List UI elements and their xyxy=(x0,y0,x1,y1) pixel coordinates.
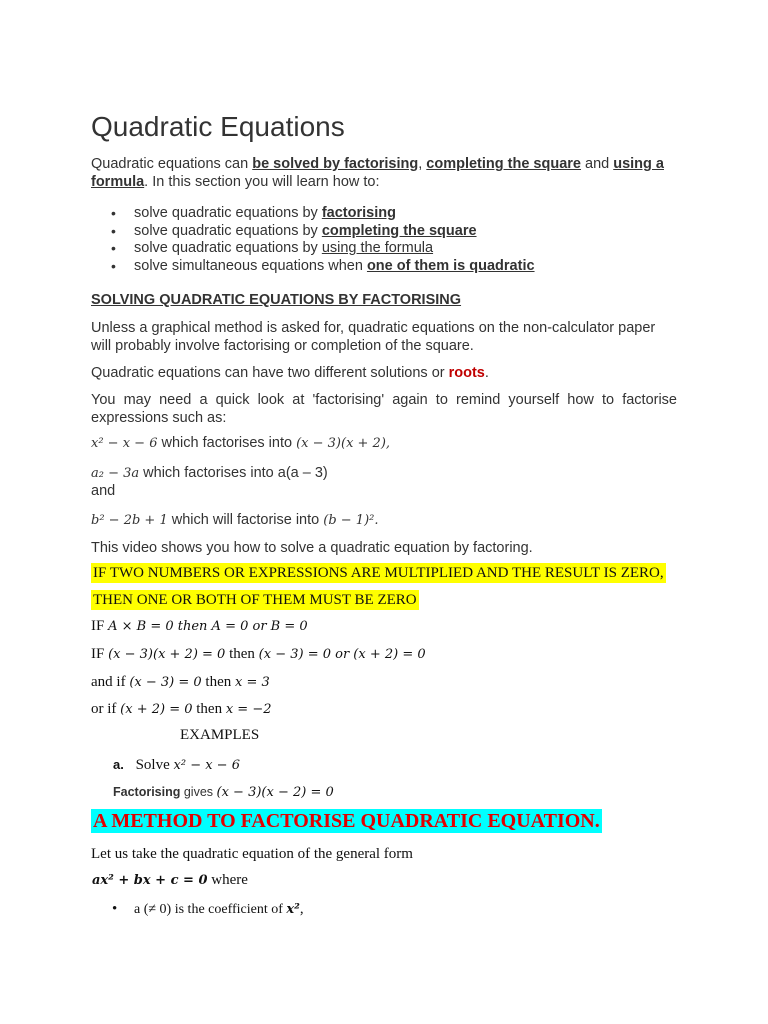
list-item: • solve quadratic equations by using the formula xyxy=(91,240,535,258)
link-solved-by-factorising[interactable]: be solved by factorising xyxy=(252,156,419,172)
section-heading: SOLVING QUADRATIC EQUATIONS BY FACTORISING xyxy=(91,292,462,308)
link-one-of-them-is-quadratic[interactable]: one of them is quadratic xyxy=(366,257,535,274)
rule-line-2 xyxy=(91,592,419,609)
method-heading-line xyxy=(91,810,602,833)
intro-text-3: and xyxy=(580,156,614,172)
page-title: Quadratic Equations xyxy=(91,111,345,142)
math-line-or-if: or if (x + 2) = 0 then x = −2 xyxy=(91,701,272,717)
paragraph-roots: Quadratic equations can have two different solutions or roots. xyxy=(91,365,489,381)
math-line-if-product: IF (x − 3)(x + 2) = 0 then (x − 3) = 0 or (x + 2) = 0 xyxy=(91,646,426,662)
examples-label: EXAMPLES xyxy=(180,727,260,743)
rule-line-1 xyxy=(91,565,666,582)
highlighted-rule-2: THEN ONE OR BOTH OF THEM MUST BE ZERO xyxy=(93,592,417,608)
and-text: and xyxy=(91,483,116,499)
coefficient-bullet: • a (≠ 0) is the coefficient of x², xyxy=(112,901,304,917)
general-form-text: Let us take the quadratic equation of the general form xyxy=(91,846,413,862)
example-expression-2: a₂ − 3a which factorises into a(a – 3) xyxy=(91,465,328,481)
general-equation: ax² + bx + c = 0 where xyxy=(92,872,248,888)
list-item: • solve quadratic equations by completing the square xyxy=(91,223,535,241)
list-item: • solve quadratic equations by factorising xyxy=(91,205,535,223)
intro-paragraph xyxy=(91,155,677,191)
intro-text-2: , xyxy=(418,156,427,172)
example-a: a. Solve x² − x − 6 xyxy=(113,757,240,773)
link-completing-the-square[interactable]: completing the square xyxy=(426,156,581,172)
bullet-icon: • xyxy=(112,901,118,917)
link-factorising[interactable]: factorising xyxy=(321,205,396,221)
list-item: • solve simultaneous equations when one of them is quadratic xyxy=(91,258,535,276)
video-description: This video shows you how to solve a quadratic equation by factoring. xyxy=(91,540,533,556)
highlighted-rule-1: IF TWO NUMBERS OR EXPRESSIONS ARE MULTIPLIED AND THE RESULT IS ZERO, xyxy=(93,565,664,581)
math-line-and-if: and if (x − 3) = 0 then x = 3 xyxy=(91,674,270,690)
math-line-if-ab: IF A × B = 0 then A = 0 or B = 0 xyxy=(91,618,308,634)
intro-text-4: . In this section you will learn how to: xyxy=(144,174,380,190)
roots-term: roots xyxy=(448,365,485,381)
link-completing-the-square-2[interactable]: completing the square xyxy=(321,222,477,239)
method-heading: A METHOD TO FACTORISE QUADRATIC EQUATION. xyxy=(93,810,600,832)
factorising-result: Factorising gives (x − 3)(x − 2) = 0 xyxy=(113,785,334,800)
learning-objectives-list xyxy=(91,205,535,275)
link-using-the-formula[interactable]: using the formula xyxy=(321,240,434,256)
paragraph-graphical-method: Unless a graphical method is asked for, quadratic equations on the non-calculator paper will probably involve factorising or completion of the square. xyxy=(91,320,656,354)
intro-text-1: Quadratic equations can xyxy=(91,156,253,172)
link-using-a-formula[interactable]: using a formula xyxy=(91,156,664,190)
example-expression-3: b² − 2b + 1 which will factorise into (b − 1)². xyxy=(91,512,379,528)
paragraph-factorising-review: You may need a quick look at 'factorising' again to remind yourself how to factorise expressions such as: xyxy=(91,392,677,426)
example-expression-1: x² − x − 6 which factorises into (x − 3)(x + 2), xyxy=(91,435,391,451)
